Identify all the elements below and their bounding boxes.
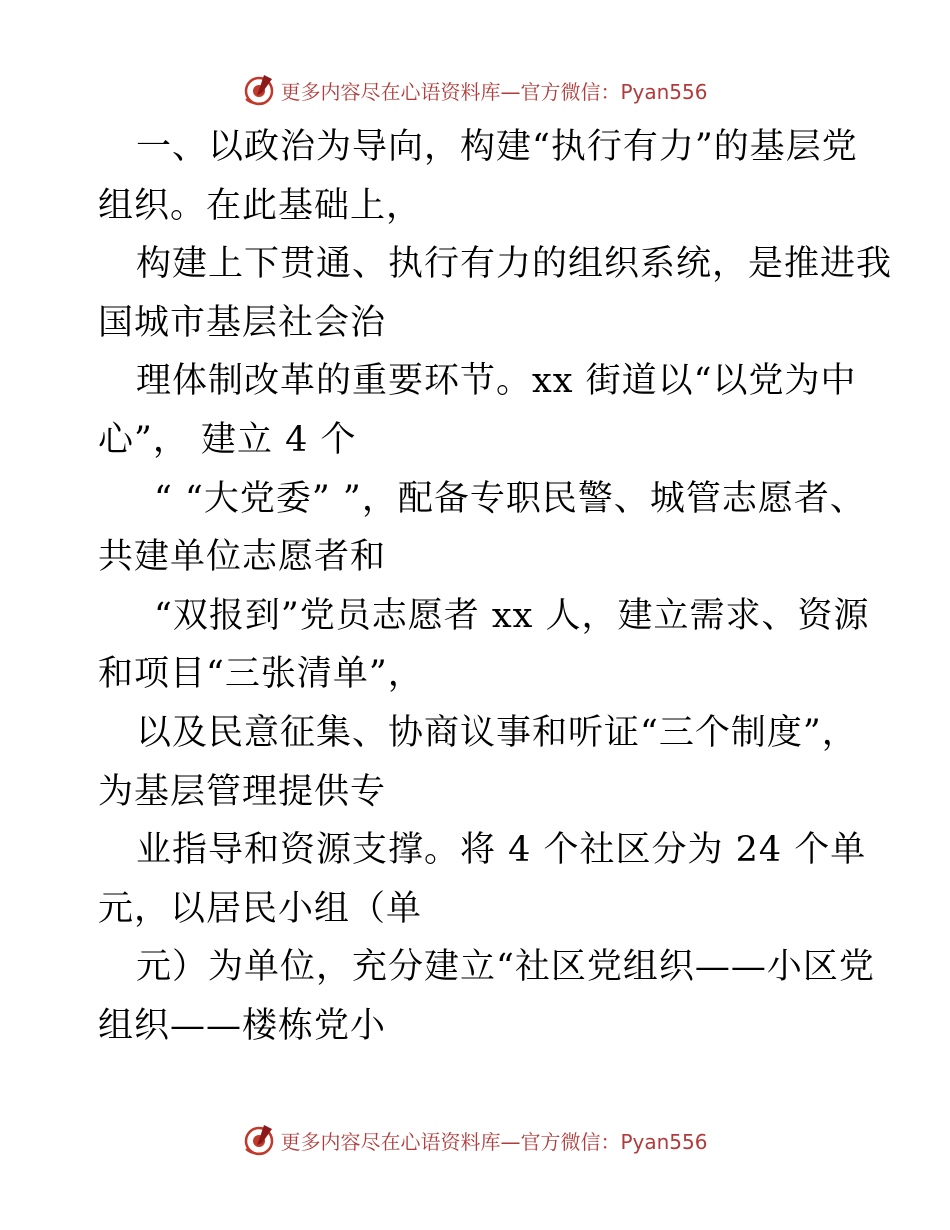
text-line: 理体制改革的重要环节。xx 街道以“以党为中 bbox=[136, 361, 857, 402]
text-line: “ “大党委” ”，配备专职民警、城管志愿者、 bbox=[154, 478, 866, 519]
text-line: 组织。在此基础上， bbox=[98, 185, 423, 226]
text-line: “双报到”党员志愿者 xx 人，建立需求、资源 bbox=[154, 595, 870, 636]
text-line: 元）为单位，充分建立“社区党组织——小区党 bbox=[136, 947, 875, 988]
quill-logo-icon bbox=[242, 1123, 276, 1157]
text-line: 元，以居民小组（单 bbox=[98, 888, 423, 929]
footer-banner bbox=[0, 1120, 950, 1160]
text-line: 共建单位志愿者和 bbox=[98, 537, 387, 578]
header-banner-text: 更多内容尽在心语资料库—官方微信：Pyan556 bbox=[280, 79, 708, 104]
header-banner bbox=[0, 70, 950, 110]
text-line: 国城市基层社会治 bbox=[98, 302, 387, 343]
text-line: 业指导和资源支撑。将 4 个社区分为 24 个单 bbox=[136, 830, 867, 871]
quill-logo-icon bbox=[242, 73, 276, 107]
footer-banner-text: 更多内容尽在心语资料库—官方微信：Pyan556 bbox=[280, 1129, 708, 1154]
body-text bbox=[98, 118, 893, 1056]
text-line: 组织——楼栋党小 bbox=[98, 1005, 387, 1046]
text-line: 以及民意征集、协商议事和听证“三个制度”， bbox=[136, 712, 858, 753]
text-line: 心”， 建立 4 个 bbox=[98, 419, 357, 460]
text-line: 为基层管理提供专 bbox=[98, 771, 387, 812]
text-line: 一、以政治为导向，构建“执行有力”的基层党 bbox=[136, 127, 858, 167]
text-line: 和项目“三张清单”， bbox=[98, 654, 424, 695]
text-line: 构建上下贯通、执行有力的组织系统，是推进我 bbox=[136, 244, 893, 285]
